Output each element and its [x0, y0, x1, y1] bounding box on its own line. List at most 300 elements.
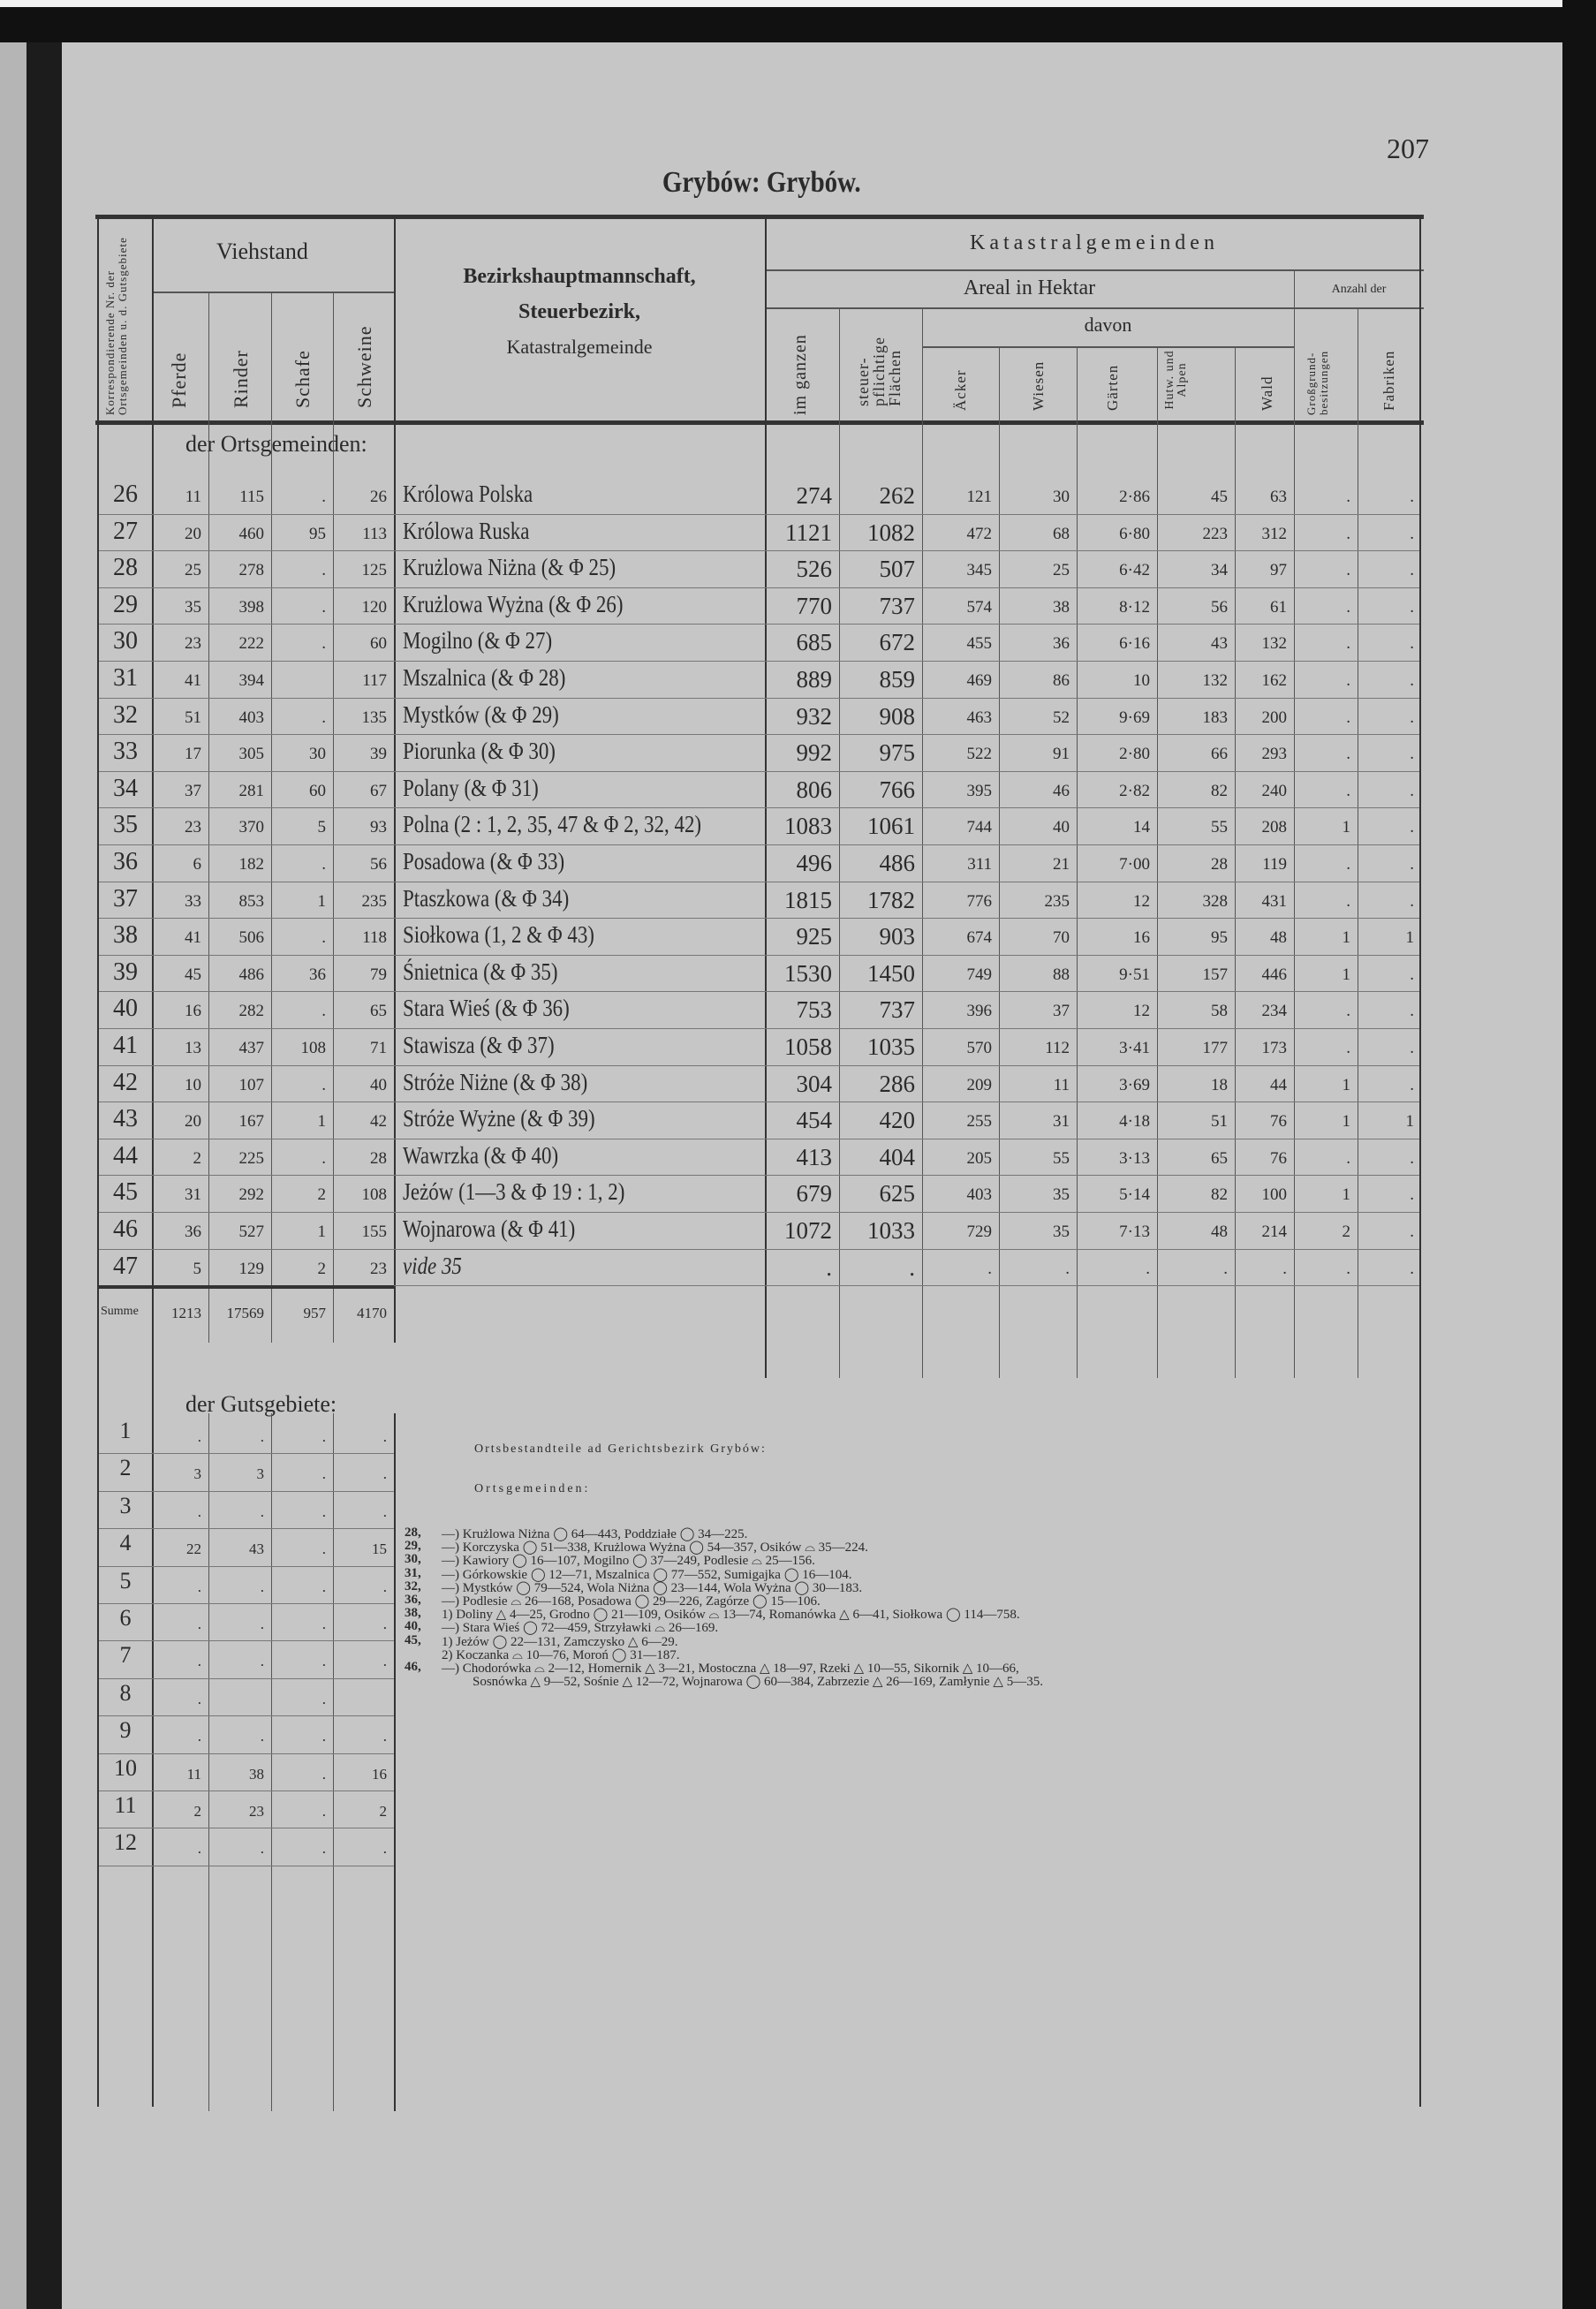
table-cell: 63	[1270, 488, 1287, 506]
table-top-rule	[95, 215, 1424, 219]
table-cell: .	[1410, 855, 1414, 874]
table-cell: 55	[1211, 818, 1228, 837]
row-number: 43	[113, 1105, 138, 1133]
table-cell: 79	[370, 965, 387, 984]
table-cell: 454	[796, 1107, 832, 1134]
header-name-line3: Katastralgemeinde	[506, 336, 653, 358]
table-cell: 685	[796, 629, 832, 656]
table-cell: 1	[1342, 1185, 1350, 1205]
table-cell: 118	[362, 928, 387, 948]
footnote-number: 30,	[405, 1552, 421, 1567]
katastralgemeinde-name: Ptaszkowa (& Φ 34)	[403, 884, 570, 912]
table-cell: 177	[1202, 1039, 1228, 1057]
table-cell: 395	[966, 781, 992, 800]
table-cell: .	[1346, 524, 1350, 543]
table-cell: .	[1410, 561, 1414, 580]
table-cell: 97	[1270, 561, 1287, 580]
table-cell: 76	[1270, 1148, 1287, 1168]
row-number: 47	[113, 1252, 138, 1280]
table-cell: 23	[185, 818, 201, 837]
table-cell: .	[1346, 855, 1350, 874]
header-anzahl: Anzahl der	[1331, 283, 1387, 296]
table-cell: .	[1410, 1223, 1414, 1241]
table-cell: .	[321, 1075, 326, 1094]
table-cell: 95	[1211, 928, 1228, 948]
table-cell: .	[1410, 891, 1414, 911]
row-rule	[99, 624, 1419, 625]
header-gaerten: Gärten	[1104, 364, 1121, 411]
footnote-text: —) Korczyska ◯ 51—338, Krużlowa Wyżna ◯ 54—357, Osików ⌓ 35—224.	[442, 1541, 868, 1556]
table-cell: .	[1282, 1259, 1287, 1278]
row-number: 38	[113, 921, 138, 950]
table-cell: 431	[1261, 891, 1287, 911]
katastralgemeinde-name: Mystków (& Φ 29)	[403, 700, 559, 728]
table-cell: 455	[966, 634, 992, 654]
table-cell: .	[1346, 781, 1350, 800]
table-cell: .	[321, 1616, 326, 1632]
table-cell: 328	[1202, 891, 1228, 911]
table-cell: .	[197, 1503, 201, 1520]
table-cell: 522	[966, 745, 992, 764]
header-bottom-rule	[95, 420, 1424, 425]
table-cell: 903	[879, 923, 915, 950]
table-cell: 56	[370, 855, 387, 874]
row-number: 27	[113, 517, 138, 545]
table-cell: 167	[238, 1112, 264, 1132]
row-rule	[99, 1790, 394, 1791]
header-schweine: Schweine	[353, 325, 375, 408]
table-cell: 527	[238, 1223, 264, 1241]
table-cell: .	[321, 1653, 326, 1670]
table-cell: 52	[1053, 708, 1070, 727]
table-cell: 1082	[867, 519, 915, 546]
table-cell: 37	[1053, 1002, 1070, 1021]
header-fabriken: Fabriken	[1380, 350, 1397, 411]
row-number: 40	[113, 995, 138, 1023]
table-cell: 107	[238, 1075, 264, 1094]
table-cell: 1	[1405, 1112, 1414, 1132]
katastralgemeinde-name: vide 35	[403, 1252, 462, 1279]
table-cell: 472	[966, 524, 992, 543]
table-cell: 274	[796, 482, 832, 509]
table-cell: 403	[238, 708, 264, 727]
table-cell: 11	[186, 1765, 201, 1783]
summe-rule	[99, 1285, 394, 1289]
row-number: 4	[119, 1530, 132, 1556]
table-cell: 40	[1053, 818, 1070, 837]
header-im-ganzen: im ganzen	[790, 334, 810, 415]
table-cell: .	[1346, 708, 1350, 727]
table-cell: 15	[372, 1541, 387, 1558]
scan-top-margin	[0, 0, 1596, 7]
row-number: 45	[113, 1178, 138, 1207]
table-cell: 20	[185, 1112, 201, 1132]
table-cell: 16	[1133, 928, 1150, 948]
katastralgemeinde-name: Stawisza (& Φ 37)	[403, 1032, 555, 1058]
table-cell: 749	[966, 965, 992, 984]
table-cell: 16	[185, 1002, 201, 1021]
row-rule	[99, 918, 1419, 919]
table-cell: 135	[361, 708, 387, 727]
table-cell: 507	[879, 556, 915, 583]
row-number: 9	[119, 1717, 132, 1744]
table-cell: 55	[1053, 1148, 1070, 1168]
table-cell: 113	[362, 524, 387, 543]
table-cell: 853	[238, 891, 264, 911]
katastralgemeinde-name: Stróże Niżne (& Φ 38)	[403, 1068, 588, 1095]
table-cell: .	[382, 1653, 387, 1670]
header-katastral: Katastralgemeinden	[970, 231, 1219, 254]
row-number: 37	[113, 884, 138, 912]
table-cell: 43	[249, 1541, 264, 1558]
column-divider	[394, 1413, 396, 2111]
table-cell: 235	[1044, 891, 1070, 911]
table-cell: .	[197, 1840, 201, 1858]
table-cell: 420	[879, 1107, 915, 1134]
table-cell: .	[1410, 634, 1414, 654]
table-cell: 304	[796, 1070, 832, 1097]
table-cell: 31	[1053, 1112, 1070, 1132]
table-cell: 311	[967, 855, 992, 874]
footnote-number: 29,	[405, 1539, 421, 1554]
table-cell: .	[321, 1541, 326, 1558]
row-rule	[99, 514, 1419, 515]
table-cell: 108	[361, 1185, 387, 1205]
table-cell: 30	[309, 745, 326, 764]
row-number: 10	[114, 1754, 137, 1781]
table-cell: .	[382, 1465, 387, 1483]
table-cell: 38	[249, 1765, 264, 1783]
table-cell: 14	[1133, 818, 1150, 837]
table-cell: 672	[879, 629, 915, 656]
table-cell: 48	[1270, 928, 1287, 948]
row-rule	[99, 661, 1419, 662]
table-cell: 162	[1261, 671, 1287, 690]
table-cell: 22	[186, 1541, 201, 1558]
table-cell: 86	[1053, 671, 1070, 690]
table-cell: 182	[238, 855, 264, 874]
table-cell: 234	[1261, 1002, 1287, 1021]
table-cell: .	[1346, 1039, 1350, 1057]
table-cell: 398	[238, 597, 264, 617]
table-cell: 129	[238, 1259, 264, 1278]
row-rule	[99, 1491, 394, 1492]
table-cell: 93	[370, 818, 387, 837]
table-cell: .	[1410, 1002, 1414, 1021]
table-cell: 6·80	[1119, 524, 1150, 543]
footnote-number: 45,	[405, 1632, 421, 1647]
header-wald: Wald	[1259, 375, 1275, 411]
table-cell: 35	[1053, 1185, 1070, 1205]
table-cell: 205	[966, 1148, 992, 1168]
table-cell: 51	[185, 708, 201, 727]
row-rule	[99, 807, 1419, 808]
table-cell: 13	[185, 1039, 201, 1057]
row-number: 8	[119, 1679, 132, 1706]
table-cell: .	[1410, 1148, 1414, 1168]
table-cell: 1	[1405, 928, 1414, 948]
table-cell: 23	[370, 1259, 387, 1278]
table-cell: 396	[966, 1002, 992, 1021]
page-title: Grybów: Grybów.	[662, 166, 861, 199]
column-divider	[1419, 216, 1421, 2107]
header-areal: Areal in Hektar	[963, 276, 1096, 299]
row-number: 3	[119, 1492, 132, 1518]
table-cell: .	[1410, 1185, 1414, 1205]
header-name-line2: Steuerbezirk,	[518, 300, 640, 323]
table-cell: 223	[1202, 524, 1228, 543]
table-cell: .	[1346, 1259, 1350, 1278]
row-number: 32	[113, 700, 138, 729]
section-gutsgebiete: der Gutsgebiete:	[185, 1391, 337, 1417]
katastralgemeinde-name: Krużlowa Niżna (& Φ 25)	[403, 554, 616, 581]
table-cell: 1072	[784, 1217, 832, 1244]
table-cell: .	[321, 708, 326, 727]
table-cell: 157	[1202, 965, 1228, 984]
table-cell: 37	[185, 781, 201, 800]
table-cell: 2·86	[1119, 488, 1150, 506]
table-cell: 526	[796, 556, 832, 583]
table-cell: 932	[796, 702, 832, 730]
table-cell: .	[1410, 488, 1414, 506]
table-cell: 33	[185, 891, 201, 911]
table-cell: 6	[193, 855, 201, 874]
footnote-text: 1) Jeżów ◯ 22—131, Zamczysko △ 6—29.	[442, 1634, 678, 1649]
table-cell: .	[1146, 1259, 1150, 1278]
table-cell: 292	[238, 1185, 264, 1205]
table-cell: 2·82	[1119, 781, 1150, 800]
footnote-number: 31,	[405, 1565, 421, 1580]
table-cell: 925	[796, 923, 832, 950]
table-cell: 4·18	[1119, 1112, 1150, 1132]
footnote-text: —) Mystków ◯ 79—524, Wola Niżna ◯ 23—144, Wola Wyżna ◯ 30—183.	[442, 1580, 863, 1595]
table-cell: .	[321, 1690, 326, 1707]
table-cell: 6·42	[1119, 561, 1150, 580]
table-cell: .	[321, 1765, 326, 1783]
footnote-text: —) Górkowskie ◯ 12—71, Mszalnica ◯ 77—552, Sumigajka ◯ 16—104.	[442, 1567, 852, 1582]
table-cell: 43	[1211, 634, 1228, 654]
table-cell: 345	[966, 561, 992, 580]
summe-cell: 1213	[171, 1305, 201, 1322]
katastralgemeinde-name: Piorunka (& Φ 30)	[403, 738, 556, 765]
table-cell: .	[321, 1840, 326, 1858]
header-schafe: Schafe	[291, 350, 314, 408]
table-cell: 67	[370, 781, 387, 800]
table-cell: .	[260, 1428, 264, 1445]
table-cell: .	[260, 1728, 264, 1745]
table-cell: 235	[361, 891, 387, 911]
table-cell: .	[826, 1253, 832, 1281]
table-cell: .	[197, 1428, 201, 1445]
table-cell: 112	[1045, 1039, 1070, 1057]
table-cell: 58	[1211, 1002, 1228, 1021]
table-cell: 17	[185, 745, 201, 764]
table-cell: 155	[361, 1223, 387, 1241]
table-cell: 214	[1261, 1223, 1287, 1241]
table-cell: 16	[372, 1765, 387, 1783]
katastralgemeinde-name: Stara Wieś (& Φ 36)	[403, 995, 570, 1022]
table-cell: .	[1346, 561, 1350, 580]
table-cell: 28	[370, 1148, 387, 1168]
table-cell: 71	[370, 1039, 387, 1057]
table-cell: .	[321, 1503, 326, 1520]
table-cell: 3	[256, 1465, 264, 1483]
table-cell: 975	[879, 739, 915, 767]
table-cell: 574	[966, 597, 992, 617]
table-cell: 1	[1342, 928, 1350, 948]
table-cell: .	[382, 1728, 387, 1745]
katastralgemeinde-name: Królowa Polska	[403, 481, 533, 507]
table-cell: 496	[796, 850, 832, 876]
table-cell: .	[197, 1653, 201, 1670]
table-cell: 60	[309, 781, 326, 800]
table-cell: .	[1346, 597, 1350, 617]
table-cell: .	[260, 1503, 264, 1520]
table-cell: .	[321, 1728, 326, 1745]
table-cell: 222	[238, 634, 264, 654]
table-cell: 859	[879, 666, 915, 693]
table-cell: 278	[238, 561, 264, 580]
table-cell: 117	[362, 671, 387, 690]
table-cell: 45	[185, 965, 201, 984]
table-cell: .	[382, 1616, 387, 1632]
table-cell: 35	[1053, 1223, 1070, 1241]
table-cell: .	[382, 1840, 387, 1858]
katastralgemeinde-name: Królowa Ruska	[403, 517, 530, 544]
table-cell: 88	[1053, 965, 1070, 984]
table-cell: 281	[238, 781, 264, 800]
table-cell: 35	[185, 597, 201, 617]
table-cell: 1530	[784, 959, 832, 987]
header-davon: davon	[1084, 314, 1132, 336]
table-cell: 10	[1133, 671, 1150, 690]
table-cell: 82	[1211, 1185, 1228, 1205]
table-cell: 25	[1053, 561, 1070, 580]
row-rule	[99, 1212, 1419, 1213]
row-number: 1	[119, 1418, 132, 1443]
table-cell: .	[321, 1465, 326, 1483]
table-cell: 1	[317, 1223, 326, 1241]
table-cell: 2	[193, 1148, 201, 1168]
header-nr: Korrespondierende Nr. der Ortsgemeinden u. d. Gutsgebiete	[103, 237, 129, 415]
table-cell: 305	[238, 745, 264, 764]
table-cell: 1035	[867, 1033, 915, 1060]
table-cell: .	[321, 1002, 326, 1021]
table-cell: 1	[317, 1112, 326, 1132]
row-rule	[99, 1065, 1419, 1066]
table-cell: 2	[1342, 1223, 1350, 1241]
table-cell: .	[321, 928, 326, 948]
table-cell: 9·69	[1119, 708, 1150, 727]
table-cell: 56	[1211, 597, 1228, 617]
table-cell: 46	[1053, 781, 1070, 800]
footnote-text: —) Podlesie ⌓ 26—168, Posadowa ◯ 29—226, Zagórze ◯ 15—106.	[442, 1594, 821, 1609]
table-cell: 115	[239, 488, 264, 506]
summe-label: Summe	[101, 1305, 139, 1319]
table-cell: 125	[361, 561, 387, 580]
table-cell: 486	[879, 850, 915, 876]
row-number: 26	[113, 481, 138, 508]
row-rule	[99, 1603, 394, 1604]
table-cell: .	[987, 1259, 992, 1278]
table-cell: .	[260, 1578, 264, 1595]
footnote-text: —) Kawiory ◯ 16—107, Mogilno ◯ 37—249, Podlesie ⌓ 25—156.	[442, 1554, 815, 1569]
viehstand-rule	[152, 291, 394, 293]
table-cell: .	[1410, 524, 1414, 543]
table-cell: 776	[966, 891, 992, 911]
footnote-number: 28,	[405, 1525, 421, 1540]
summe-cell: 957	[303, 1305, 326, 1322]
table-cell: .	[321, 1578, 326, 1595]
table-cell: .	[260, 1616, 264, 1632]
table-cell: 225	[238, 1148, 264, 1168]
table-cell: 1	[1342, 1112, 1350, 1132]
row-rule	[99, 1678, 394, 1679]
table-cell: .	[1346, 634, 1350, 654]
header-steuer: steuer-pflichtige Flächen	[854, 337, 904, 406]
table-cell: 737	[879, 592, 915, 619]
table-cell: 1061	[867, 813, 915, 840]
table-cell: 42	[370, 1112, 387, 1132]
katastral-rule	[765, 269, 1424, 271]
table-cell: 121	[966, 488, 992, 506]
table-cell: 1	[1342, 1075, 1350, 1094]
table-cell: 5	[317, 818, 326, 837]
table-cell: .	[321, 1148, 326, 1168]
table-cell: 3	[193, 1465, 201, 1483]
row-rule	[99, 1028, 1419, 1029]
table-cell: .	[1346, 1002, 1350, 1021]
header-aecker: Äcker	[952, 369, 969, 411]
column-divider	[394, 216, 396, 1343]
table-cell: 28	[1211, 855, 1228, 874]
table-cell: 394	[238, 671, 264, 690]
header-grossgrund: Großgrund-besitzungen	[1305, 350, 1330, 415]
row-number: 2	[119, 1455, 132, 1481]
table-cell: 403	[966, 1185, 992, 1205]
katastralgemeinde-name: Krużlowa Wyżna (& Φ 26)	[403, 590, 624, 617]
footnote-number: 32,	[405, 1578, 421, 1594]
table-cell: 404	[879, 1143, 915, 1170]
table-cell: 3·13	[1119, 1148, 1150, 1168]
row-rule	[99, 844, 1419, 845]
table-cell: 36	[1053, 634, 1070, 654]
column-divider	[922, 307, 923, 1378]
header-wiesen: Wiesen	[1030, 360, 1047, 411]
table-cell: 36	[185, 1223, 201, 1241]
table-cell: 255	[966, 1112, 992, 1132]
table-cell: 48	[1211, 1223, 1228, 1241]
table-cell: .	[1346, 671, 1350, 690]
row-rule	[99, 991, 1419, 992]
katastralgemeinde-name: Wojnarowa (& Φ 41)	[403, 1215, 576, 1242]
scan-top-edge	[0, 7, 1596, 42]
table-cell: .	[1410, 1259, 1414, 1278]
table-cell: 3·69	[1119, 1075, 1150, 1094]
table-cell: .	[321, 1428, 326, 1445]
table-cell: .	[382, 1503, 387, 1520]
table-cell: .	[1410, 781, 1414, 800]
scan-right-edge	[1562, 0, 1596, 2309]
table-cell: 282	[238, 1002, 264, 1021]
row-number: 42	[113, 1068, 138, 1096]
table-cell: 240	[1261, 781, 1287, 800]
table-cell: 41	[185, 671, 201, 690]
table-cell: 82	[1211, 781, 1228, 800]
table-cell: 1782	[867, 886, 915, 913]
table-cell: .	[321, 488, 326, 506]
footnote-subheading: Ortsgemeinden:	[474, 1482, 591, 1495]
